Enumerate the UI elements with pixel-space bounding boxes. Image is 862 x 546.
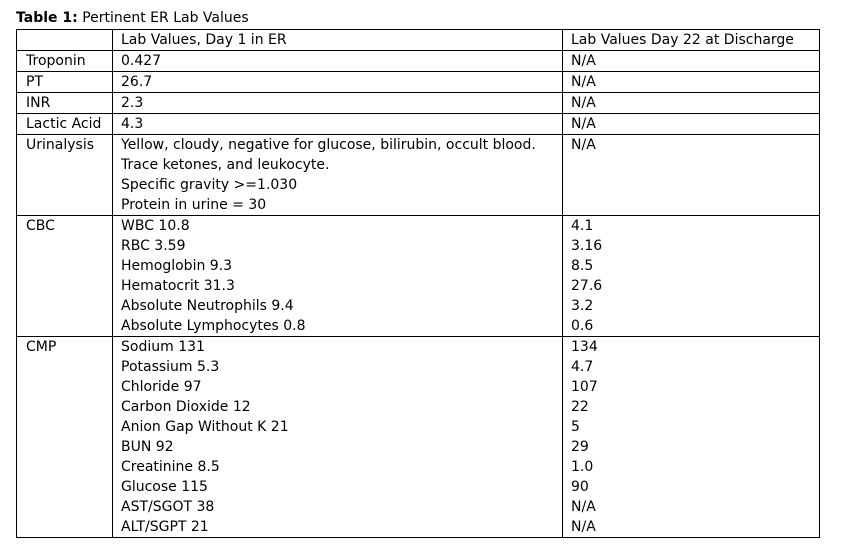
header-day1: Lab Values, Day 1 in ER <box>113 30 563 51</box>
day22-value: 27.6 <box>571 278 603 294</box>
day1-value: Trace ketones, and leukocyte. <box>121 157 330 173</box>
day1-value: AST/SGOT 38 <box>121 499 215 515</box>
day22-value: N/A <box>571 74 596 90</box>
day22-value: 8.5 <box>571 258 594 274</box>
day1-value: Creatinine 8.5 <box>121 459 220 475</box>
table-row <box>17 216 820 337</box>
day22-value: 3.16 <box>571 238 603 254</box>
day1-value: Yellow, cloudy, negative for glucose, bilirubin, occult blood. <box>121 137 536 153</box>
test-name-cell: INR <box>17 93 113 114</box>
day22-value: N/A <box>571 95 596 111</box>
header-day22: Lab Values Day 22 at Discharge <box>563 30 820 51</box>
day1-cell <box>113 114 563 135</box>
table-caption <box>16 9 249 27</box>
day22-value: 3.2 <box>571 298 594 314</box>
day1-value: Hematocrit 31.3 <box>121 278 235 294</box>
day22-value: 22 <box>571 399 589 415</box>
day1-cell <box>113 216 563 337</box>
day22-value: 90 <box>571 479 589 495</box>
day1-value: ALT/SGPT 21 <box>121 519 209 535</box>
test-name-cell: Urinalysis <box>17 135 113 216</box>
test-name-cell: CBC <box>17 216 113 337</box>
day22-value: N/A <box>571 53 596 69</box>
day1-value: RBC 3.59 <box>121 238 186 254</box>
day1-value: Hemoglobin 9.3 <box>121 258 233 274</box>
table-row <box>17 114 820 135</box>
header-test <box>17 30 113 51</box>
day1-value: Absolute Lymphocytes 0.8 <box>121 318 306 334</box>
day22-cell <box>563 337 820 538</box>
table-row <box>17 337 820 538</box>
day22-value: 0.6 <box>571 318 594 334</box>
table-caption-lead: Table 1: <box>16 10 78 26</box>
day1-cell <box>113 135 563 216</box>
day22-cell <box>563 135 820 216</box>
day22-cell <box>563 114 820 135</box>
day1-value: Potassium 5.3 <box>121 359 220 375</box>
day1-value: 2.3 <box>121 95 144 111</box>
day1-value: Carbon Dioxide 12 <box>121 399 251 415</box>
day1-value: 26.7 <box>121 74 153 90</box>
day1-cell <box>113 51 563 72</box>
day22-value: 4.1 <box>571 218 594 234</box>
day1-cell <box>113 93 563 114</box>
table-header-row <box>17 30 820 51</box>
day22-value: 4.7 <box>571 359 594 375</box>
day22-value: 134 <box>571 339 598 355</box>
day1-value: BUN 92 <box>121 439 174 455</box>
day22-value: N/A <box>571 116 596 132</box>
table-row <box>17 72 820 93</box>
day22-cell <box>563 93 820 114</box>
day22-value: 1.0 <box>571 459 594 475</box>
test-name-cell: Troponin <box>17 51 113 72</box>
day1-cell <box>113 72 563 93</box>
day1-value: Glucose 115 <box>121 479 208 495</box>
day22-cell <box>563 216 820 337</box>
lab-values-table-body <box>17 30 820 538</box>
test-name-cell: CMP <box>17 337 113 538</box>
day22-cell <box>563 72 820 93</box>
table-row <box>17 93 820 114</box>
day1-value: Absolute Neutrophils 9.4 <box>121 298 294 314</box>
day22-value: 29 <box>571 439 589 455</box>
day1-value: Chloride 97 <box>121 379 202 395</box>
day1-value: WBC 10.8 <box>121 218 190 234</box>
table-row <box>17 135 820 216</box>
day1-value: 0.427 <box>121 53 162 69</box>
day22-cell <box>563 51 820 72</box>
day1-value: Specific gravity >=1.030 <box>121 177 298 193</box>
day22-value: 5 <box>571 419 580 435</box>
day22-value: N/A <box>571 137 596 153</box>
table-caption-text: Pertinent ER Lab Values <box>82 10 249 26</box>
day22-value: N/A <box>571 519 596 535</box>
day1-value: Sodium 131 <box>121 339 205 355</box>
table-row <box>17 51 820 72</box>
test-name-cell: PT <box>17 72 113 93</box>
test-name-cell: Lactic Acid <box>17 114 113 135</box>
day1-value: Anion Gap Without K 21 <box>121 419 289 435</box>
lab-values-table <box>16 29 820 538</box>
day22-value: 107 <box>571 379 598 395</box>
day1-value: Protein in urine = 30 <box>121 197 267 213</box>
day1-cell <box>113 337 563 538</box>
day22-value: N/A <box>571 499 596 515</box>
day1-value: 4.3 <box>121 116 144 132</box>
